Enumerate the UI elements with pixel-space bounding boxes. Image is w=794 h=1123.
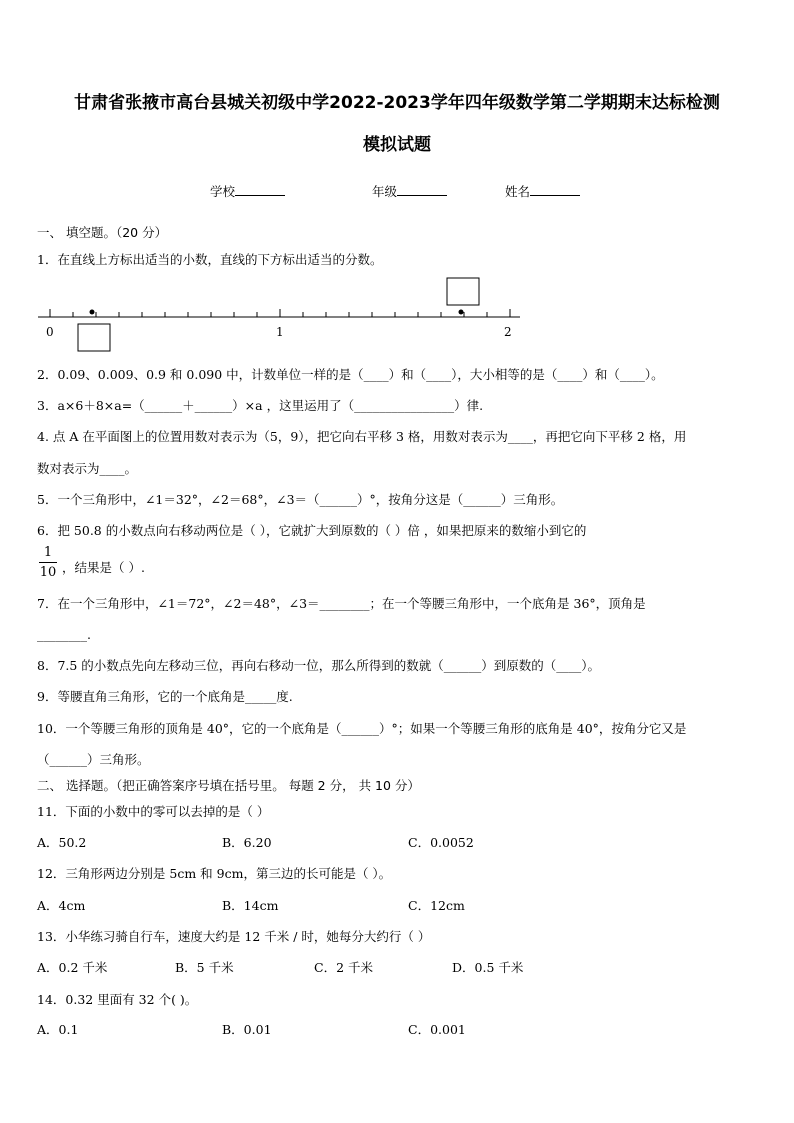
point-marker-right [459,310,464,315]
number-line [38,278,520,351]
question-8: 8．7.5 的小数点先向左移动三位，再向右移动一位，那么所得到的数就（______）到原数的（____）。 [37,658,601,673]
question-7-line1: 7．在一个三角形中，∠1＝72°，∠2＝48°，∠3＝________；在一个等腰三角形中，一个底角是 36°，顶角是 [37,596,646,611]
question-6-line1: 6．把 50.8 的小数点向右移动两位是（ ），它就扩大到原数的（ ）倍 ，如果把原来的数缩小到它的 [37,523,587,538]
name-field [505,182,580,200]
question-7-line2: ________. [37,627,91,642]
q13-option-a: A．0.2 千米 [37,960,108,975]
school-label: 学校 [210,184,236,199]
tick-label-0: 0 [46,325,54,339]
question-3: 3．a×6＋8×a=（______＋______）×a ，这里运用了（________________）律. [37,398,484,413]
q11-option-c: C．0.0052 [408,835,474,850]
question-10-line2: （______）三角形。 [37,752,150,767]
tick-label-1: 1 [276,325,284,339]
question-6-line2: ，结果是（ ）. [62,560,145,575]
grade-blank [397,183,447,196]
answer-box-above [447,278,479,305]
section1-title: 一、 填空题。（20 分） [37,225,168,240]
question-14: 14．0.32 里面有 32 个( )。 [37,992,198,1007]
q14-option-a: A．0.1 [37,1022,79,1037]
fraction-numerator: 1 [43,545,53,560]
q13-option-d: D．0.5 千米 [452,960,524,975]
question-4-line1: 4. 点 A 在平面图上的位置用数对表示为（5，9），把它向右平移 3 格，用数对表示为____，再把它向下平移 2 格，用 [37,429,687,444]
school-field [210,182,285,200]
name-blank [530,183,580,196]
number-line-figure [30,272,530,352]
doc-title-line2: 模拟试题 [363,135,431,155]
q12-option-c: C．12cm [408,898,465,913]
question-5: 5．一个三角形中，∠1＝32°，∠2＝68°，∠3＝（______）°，按角分这是（______）三角形。 [37,492,564,507]
question-9: 9．等腰直角三角形，它的一个底角是_____度. [37,689,293,704]
doc-title-line1: 甘肃省张掖市高台县城关初级中学2022-2023学年四年级数学第二学期期末达标检测 [74,93,720,113]
question-10-line1: 10．一个等腰三角形的顶角是 40°，它的一个底角是（______）°；如果一个等腰三角形的底角是 40°，按角分它又是 [37,721,687,736]
question-12: 12．三角形两边分别是 5cm 和 9cm，第三边的长可能是（ ）。 [37,866,392,881]
q11-option-a: A．50.2 [37,835,87,850]
question-4-line2: 数对表示为____。 [37,461,138,476]
point-marker-left [90,310,95,315]
q12-option-b: B．14cm [222,898,279,913]
section2-title: 二、 选择题。（把正确答案序号填在括号里。 每题 2 分， 共 10 分） [37,778,420,793]
tick-label-2: 2 [504,325,512,339]
grade-label: 年级 [372,184,398,199]
q14-option-c: C．0.001 [408,1022,466,1037]
q13-option-b: B．5 千米 [175,960,234,975]
question-1: 1．在直线上方标出适当的小数，直线的下方标出适当的分数。 [37,252,383,267]
q13-option-c: C．2 千米 [314,960,373,975]
name-label: 姓名 [505,184,531,199]
grade-field [372,182,447,200]
fraction-one-tenth [39,545,57,580]
q11-option-b: B．6.20 [222,835,272,850]
fraction-denominator: 10 [39,565,57,580]
q12-option-a: A．4cm [37,898,86,913]
school-blank [235,183,285,196]
question-13: 13．小华练习骑自行车，速度大约是 12 千米 / 时，她每分大约行（ ） [37,929,431,944]
q14-option-b: B．0.01 [222,1022,272,1037]
answer-box-below [78,324,110,351]
question-11: 11．下面的小数中的零可以去掉的是（ ） [37,804,270,819]
question-2: 2．0.09、0.009、0.9 和 0.090 中，计数单位一样的是（____）和（____），大小相等的是（____）和（____）。 [37,367,664,382]
